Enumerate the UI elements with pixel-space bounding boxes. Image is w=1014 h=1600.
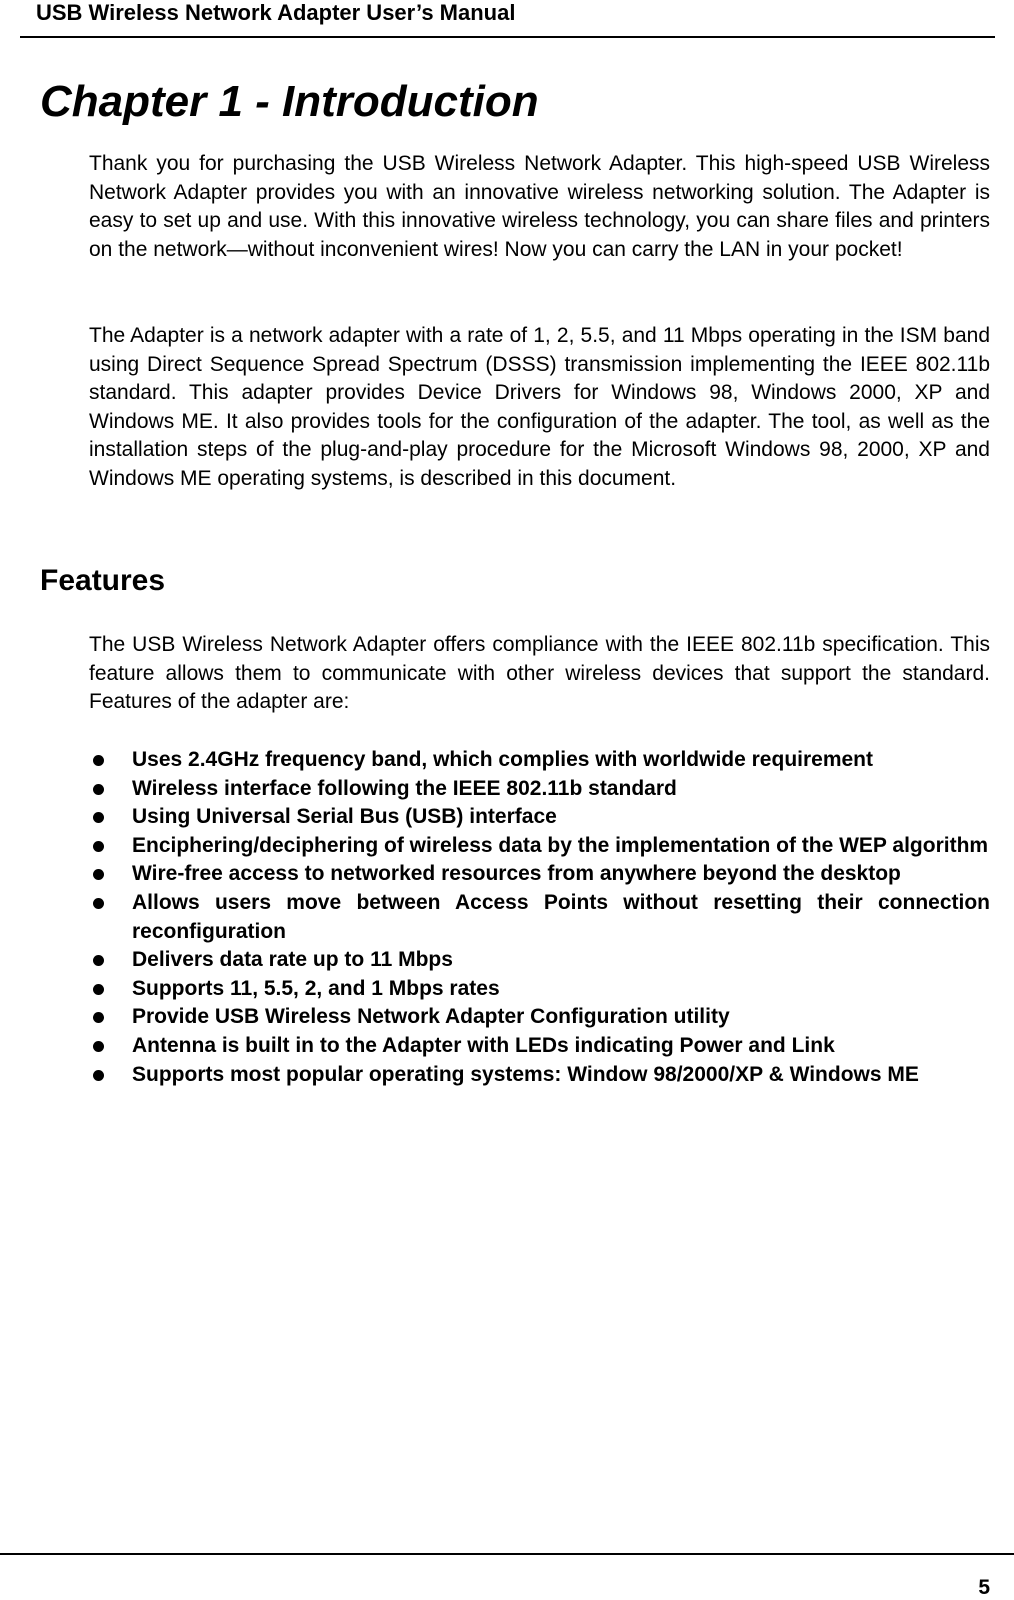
feature-text: Delivers data rate up to 11 Mbps (132, 948, 453, 972)
bullet-icon (93, 784, 104, 795)
feature-text: Enciphering/deciphering of wireless data by the implementation of the WEP algorithm (132, 833, 989, 857)
feature-text: Supports most popular operating systems: Window 98/2000/XP & Windows ME (132, 1062, 919, 1086)
page-number: 5 (978, 1576, 990, 1599)
feature-list-item (89, 803, 990, 832)
running-header-title: USB Wireless Network Adapter User’s Manual (36, 0, 516, 25)
feature-list-item (89, 1003, 990, 1032)
feature-text: Antenna is built in to the Adapter with LEDs indicating Power and Link (132, 1033, 835, 1057)
feature-list (89, 746, 990, 1089)
feature-list-item (89, 775, 990, 804)
bullet-icon (93, 869, 104, 880)
intro-paragraph: The Adapter is a network adapter with a rate of 1, 2, 5.5, and 11 Mbps operating in the ISM band using Direct Sequence Spread Spectrum (DSSS) transmission implementing the IEEE 802.11b standard. This adapter provides Device Drivers for Windows 98, Windows 2000, XP and Windows ME. It also provides tools for the configuration of the adapter. The tool, as well as the installation steps of the plug-and-play procedure for the Microsoft Windows 98, 2000, XP and Windows ME operating systems, is described in this document. (89, 324, 990, 490)
bullet-icon (93, 984, 104, 995)
feature-text: Uses 2.4GHz frequency band, which complies with worldwide requirement (132, 748, 873, 771)
header-divider (20, 36, 995, 38)
feature-list-item (89, 860, 990, 889)
feature-list-item (89, 832, 990, 861)
feature-text: Using Universal Serial Bus (USB) interface (132, 805, 557, 829)
feature-list-item (89, 889, 990, 946)
features-heading: Features (40, 564, 166, 597)
bullet-icon (93, 1070, 104, 1081)
bullet-icon (93, 841, 104, 852)
features-intro-paragraph: The USB Wireless Network Adapter offers compliance with the IEEE 802.11b specification. This feature allows them to communicate with other wireless devices that support the standard. Features of the adapter are: (89, 633, 990, 714)
intro-paragraph: Thank you for purchasing the USB Wireless Network Adapter. This high-speed USB Wireless Network Adapter provides you with an innovative wireless networking solution. The Adapter is easy to set up and use. With this innovative wireless technology, you can share files and printers on the network—without inconvenient wires! Now you can carry the LAN in your pocket! (89, 152, 990, 261)
bullet-icon (93, 898, 104, 909)
feature-text: Provide USB Wireless Network Adapter Configuration utility (132, 1005, 730, 1029)
bullet-icon (93, 1041, 104, 1052)
bullet-icon (93, 755, 104, 766)
feature-list-item (89, 946, 990, 975)
feature-list-item (89, 1061, 990, 1090)
bullet-icon (93, 955, 104, 966)
chapter-title: Chapter 1 - Introduction (40, 77, 539, 126)
footer-divider (0, 1553, 1014, 1555)
feature-text: Allows users move between Access Points without resetting their connection reconfiguration (132, 890, 990, 943)
feature-text: Wireless interface following the IEEE 802.11b standard (132, 776, 677, 800)
feature-list-item (89, 975, 990, 1004)
feature-text: Wire-free access to networked resources from anywhere beyond the desktop (132, 862, 901, 886)
feature-text: Supports 11, 5.5, 2, and 1 Mbps rates (132, 976, 500, 1000)
bullet-icon (93, 1012, 104, 1023)
bullet-icon (93, 812, 104, 823)
feature-list-item (89, 1032, 990, 1061)
feature-list-item (89, 746, 990, 775)
